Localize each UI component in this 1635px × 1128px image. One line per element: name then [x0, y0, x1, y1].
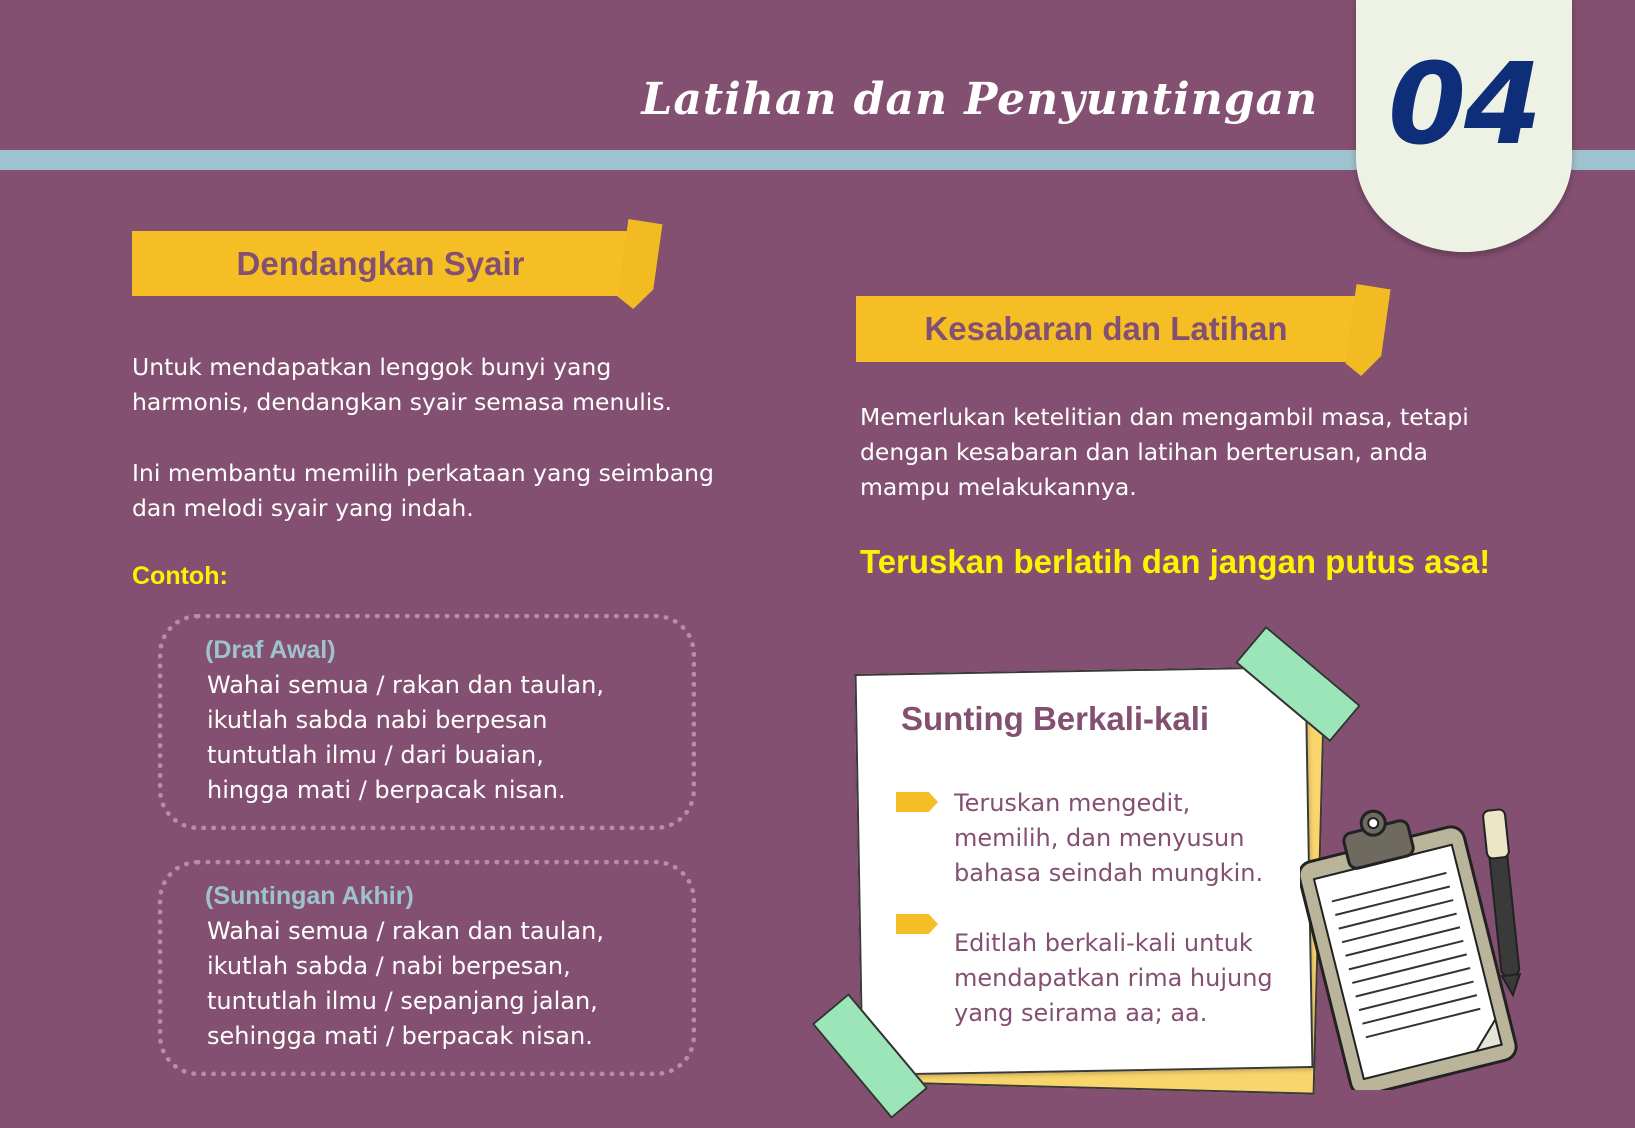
draft-poem: [207, 668, 604, 808]
patience-paragraph: Memerlukan ketelitian dan mengambil masa, tetapi dengan kesabaran dan latihan berterusan, anda mampu melakukannya.: [860, 403, 1469, 501]
intro-paragraph: Untuk mendapatkan lenggok bunyi yang harmonis, dendangkan syair semasa menulis.: [132, 353, 673, 416]
motto: Teruskan berlatih dan jangan putus asa!: [860, 543, 1491, 580]
poem-line: sehingga mati / berpacak nisan.: [207, 1022, 593, 1050]
note-bullet-1: Teruskan mengedit, memilih, dan menyusun bahasa seindah mungkin.: [954, 789, 1264, 887]
note-bullet-2: Editlah berkali-kali untuk mendapatkan rima hujung yang seirama aa; aa.: [954, 929, 1273, 1027]
poem-line: ikutlah sabda nabi berpesan: [207, 706, 548, 734]
poem-line: Wahai semua / rakan dan taulan,: [207, 671, 604, 699]
detail-paragraph: Ini membantu memilih perkataan yang seimbang dan melodi syair yang indah.: [132, 459, 714, 522]
final-title: (Suntingan Akhir): [205, 882, 414, 910]
example-label: Contoh:: [132, 562, 228, 590]
section-heading: Dendangkan Syair: [236, 245, 525, 282]
ribbon-dendangkan-syair: [132, 231, 664, 315]
poem-line: tuntutlah ilmu / dari buaian,: [207, 741, 544, 769]
section-number: 04: [1388, 40, 1540, 170]
poem-line: ikutlah sabda / nabi berpesan,: [207, 952, 571, 980]
draft-title: (Draf Awal): [205, 636, 336, 664]
poem-line: Wahai semua / rakan dan taulan,: [207, 917, 604, 945]
poem-line: tuntutlah ilmu / sepanjang jalan,: [207, 987, 598, 1015]
poem-line: hingga mati / berpacak nisan.: [207, 776, 566, 804]
section-heading: Kesabaran dan Latihan: [924, 310, 1288, 347]
clipboard-pen-icon: [1300, 800, 1540, 1090]
note-title: Sunting Berkali-kali: [901, 700, 1210, 737]
ribbon-kesabaran-latihan: [856, 296, 1391, 380]
section-number-tab: [1356, 0, 1572, 252]
page-title: Latihan dan Penyuntingan: [641, 74, 1318, 125]
final-poem: [207, 914, 604, 1054]
